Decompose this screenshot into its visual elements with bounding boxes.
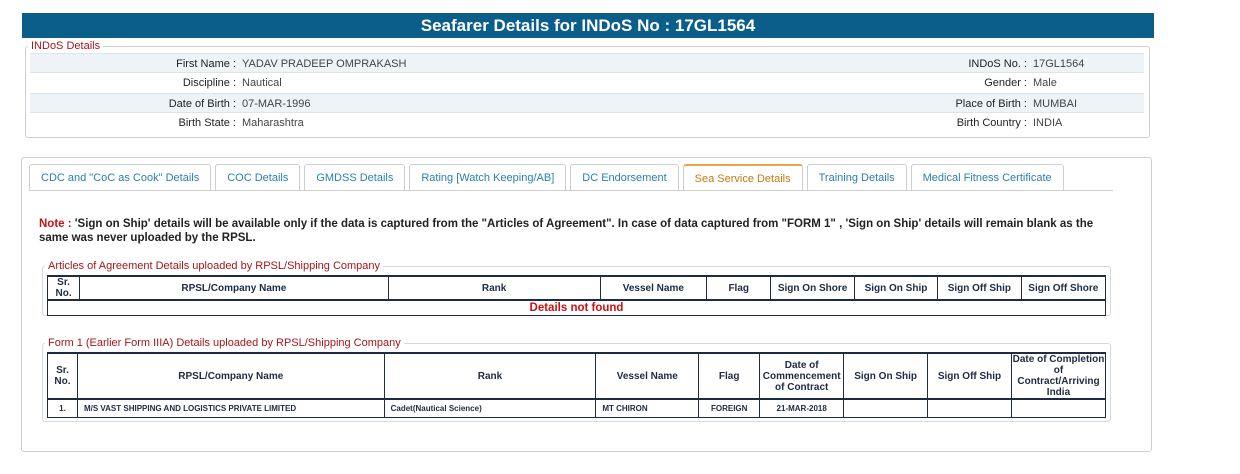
articles-empty-message: Details not found [48, 300, 1106, 315]
indos-field-value: 07-MAR-1996 [242, 98, 311, 110]
indos-field-value: Maharashtra [242, 117, 304, 129]
indos-field-value: Nautical [242, 77, 282, 89]
column-header: Sr. No. [48, 276, 80, 300]
tab-rating-watch-keeping-ab[interactable]: Rating [Watch Keeping/AB] [409, 164, 566, 191]
note-label: Note : [39, 218, 72, 230]
tab-cdc-and-coc-as-cook-details[interactable]: CDC and "CoC as Cook" Details [29, 164, 211, 191]
indos-field-value: Male [1033, 77, 1057, 89]
column-header: Date of Completion of Contract/Arriving India [1012, 354, 1105, 398]
table-cell [1011, 399, 1105, 417]
indos-field-label: Birth Country : [956, 117, 1027, 129]
column-header: Sign Off Shore [1021, 276, 1105, 300]
tabs-divider [29, 190, 1113, 191]
indos-info-row [30, 73, 1144, 93]
indos-field-value: MUMBAI [1033, 98, 1077, 110]
column-header: Flag [707, 276, 771, 300]
column-header: Vessel Name [600, 276, 707, 300]
indos-info-row [30, 53, 1144, 73]
indos-field-value: 17GL1564 [1033, 58, 1085, 70]
details-tabs [29, 164, 1068, 191]
indos-details-legend: INDoS Details [31, 40, 101, 52]
tab-gmdss-details[interactable]: GMDSS Details [304, 164, 405, 191]
column-header: Sr. No. [48, 353, 78, 399]
form1-table [47, 352, 1106, 418]
form1-legend: Form 1 (Earlier Form IIIA) Details uploaded by RPSL/Shipping Company [45, 337, 404, 349]
table-cell: 1. [48, 399, 78, 417]
indos-field-label: Birth State : [178, 117, 236, 129]
sea-service-note [39, 217, 1119, 245]
tab-medical-fitness-certificate[interactable]: Medical Fitness Certificate [911, 164, 1064, 191]
column-header: Rank [384, 353, 596, 399]
form1-section [42, 337, 1111, 422]
details-tab-panel [21, 157, 1152, 452]
articles-section [42, 260, 1111, 316]
column-header: RPSL/Company Name [80, 276, 388, 300]
column-header: Vessel Name [596, 353, 699, 399]
indos-field-value: YADAV PRADEEP OMPRAKASH [242, 58, 407, 70]
tab-dc-endorsement[interactable]: DC Endorsement [570, 164, 678, 191]
indos-field-label: Gender : [984, 77, 1027, 89]
page-banner-title: Seafarer Details for INDoS No : 17GL1564 [22, 13, 1154, 38]
indos-field-label: Discipline : [182, 77, 236, 89]
indos-field-label: Date of Birth : [168, 98, 236, 110]
column-header: RPSL/Company Name [77, 353, 384, 399]
indos-field-label: Place of Birth : [955, 98, 1027, 110]
articles-legend: Articles of Agreement Details uploaded by RPSL/Shipping Company [45, 260, 383, 272]
table-row [48, 399, 1106, 417]
table-cell [844, 399, 928, 417]
indos-field-label: First Name : [176, 58, 236, 70]
table-cell: 21-MAR-2018 [760, 399, 844, 417]
table-cell: M/S VAST SHIPPING AND LOGISTICS PRIVATE LIMITED [77, 399, 384, 417]
tab-sea-service-details[interactable]: Sea Service Details [683, 164, 803, 191]
column-header: Sign On Ship [854, 276, 937, 300]
table-cell: Cadet(Nautical Science) [384, 399, 596, 417]
column-header: Sign On Ship [844, 353, 928, 399]
table-cell [928, 399, 1012, 417]
articles-table [47, 275, 1106, 316]
tab-coc-details[interactable]: COC Details [215, 164, 300, 191]
indos-field-value: INDIA [1033, 117, 1063, 129]
column-header: Flag [699, 353, 760, 399]
column-header: Sign Off Ship [928, 353, 1012, 399]
indos-info-row [30, 113, 1144, 133]
indos-info-row [30, 93, 1144, 113]
indos-field-label: INDoS No. : [968, 58, 1027, 70]
column-header: Sign On Shore [771, 276, 854, 300]
column-header: Date of Commencement of Contract [760, 353, 844, 399]
table-cell: FOREIGN [699, 399, 760, 417]
tab-training-details[interactable]: Training Details [807, 164, 907, 191]
note-text: 'Sign on Ship' details will be available only if the data is captured from the "Articles of Agreement". In case of data captured from "FORM 1" , 'Sign on Ship' details will remain blank as the same was never uploaded by the RPSL. [39, 218, 1094, 244]
table-cell: MT CHIRON [596, 399, 699, 417]
column-header: Sign Off Ship [938, 276, 1021, 300]
column-header: Rank [388, 276, 600, 300]
